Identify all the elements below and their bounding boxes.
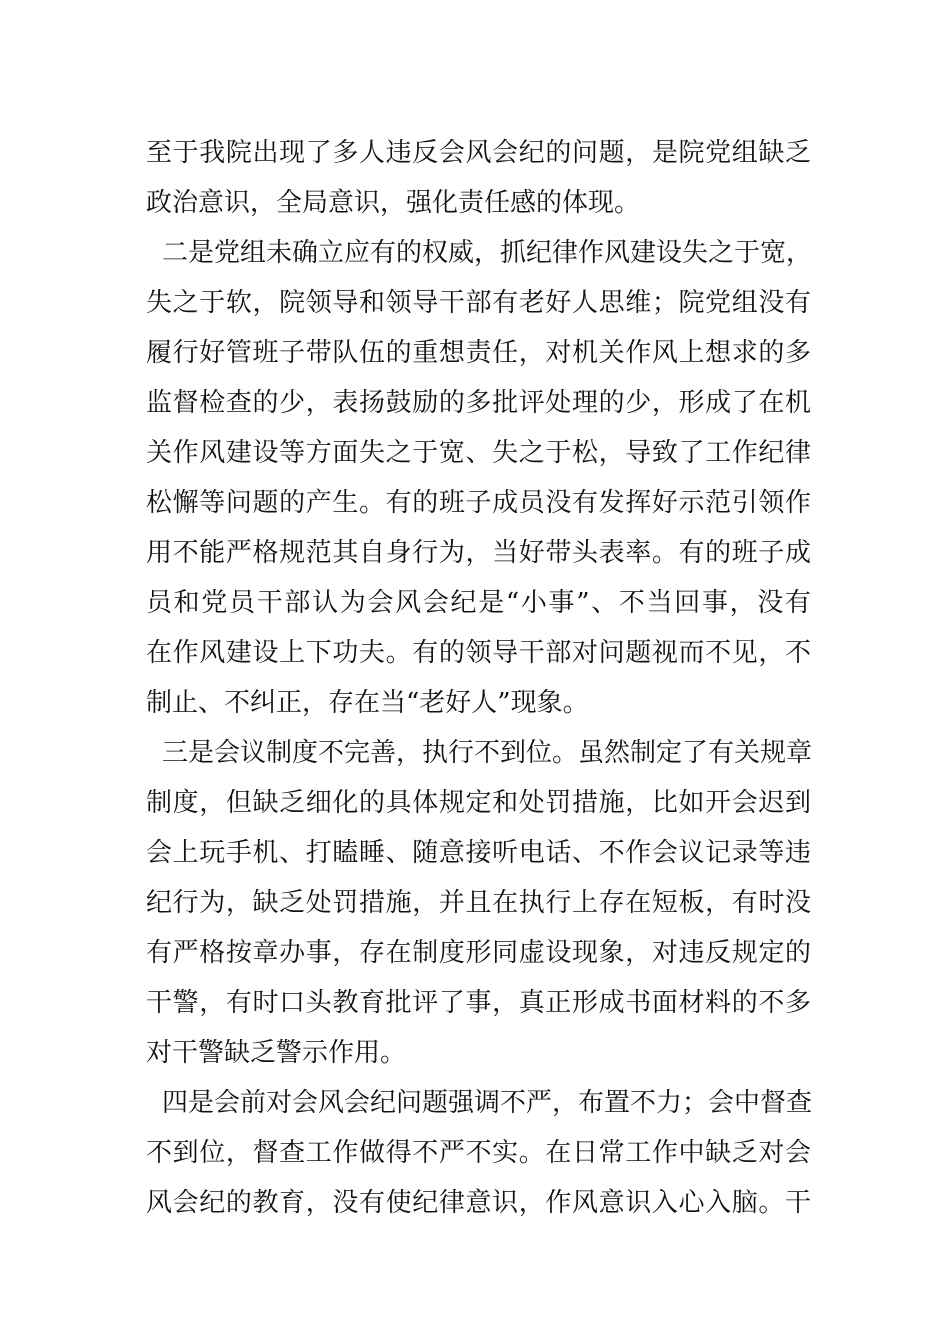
document-body xyxy=(146,128,811,1228)
text-line: 二是党组未确立应有的权威，抓纪律作风建设失之于宽， xyxy=(162,238,813,268)
text-line: 风会纪的教育，没有使纪律意识，作风意识入心入脑。干 xyxy=(146,1188,811,1218)
paragraph-point-two xyxy=(146,228,811,728)
text-line: 不到位，督查工作做得不严不实。在日常工作中缺乏对会 xyxy=(146,1138,811,1168)
text-line: 干警，有时口头教育批评了事，真正形成书面材料的不多 xyxy=(146,988,811,1018)
text-line: 制度，但缺乏细化的具体规定和处罚措施，比如开会迟到 xyxy=(146,788,811,818)
text-line: 会上玩手机、打瞌睡、随意接听电话、不作会议记录等违 xyxy=(146,838,811,868)
text-line: 在作风建设上下功夫。有的领导干部对问题视而不见，不 xyxy=(146,638,811,668)
text-line: 失之于软，院领导和领导干部有老好人思维；院党组没有 xyxy=(146,288,811,318)
text-line: 有严格按章办事，存在制度形同虚设现象，对违反规定的 xyxy=(146,938,811,968)
text-line: 松懈等问题的产生。有的班子成员没有发挥好示范引领作 xyxy=(146,488,811,518)
text-line: 三是会议制度不完善，执行不到位。虽然制定了有关规章 xyxy=(162,738,813,768)
text-line: 员和党员干部认为会风会纪是“小事”、不当回事，没有 xyxy=(146,588,811,618)
text-line: 政治意识，全局意识，强化责任感的体现。 xyxy=(146,188,641,218)
paragraph-point-three xyxy=(146,728,811,1078)
text-line: 四是会前对会风会纪问题强调不严，布置不力；会中督查 xyxy=(162,1088,813,1118)
text-line: 制止、不纠正，存在当“老好人”现象。 xyxy=(146,688,589,718)
text-line: 至于我院出现了多人违反会风会纪的问题，是院党组缺乏 xyxy=(146,138,811,168)
text-line: 关作风建设等方面失之于宽、失之于松，导致了工作纪律 xyxy=(146,438,811,468)
text-line: 用不能严格规范其自身行为，当好带头表率。有的班子成 xyxy=(146,538,811,568)
text-line: 纪行为，缺乏处罚措施，并且在执行上存在短板，有时没 xyxy=(146,888,811,918)
text-line: 履行好管班子带队伍的重想责任，对机关作风上想求的多 xyxy=(146,338,811,368)
paragraph-continuation xyxy=(146,128,811,228)
paragraph-point-four xyxy=(146,1078,811,1228)
text-line: 对干警缺乏警示作用。 xyxy=(146,1038,407,1068)
text-line: 监督检查的少，表扬鼓励的多批评处理的少，形成了在机 xyxy=(146,388,811,418)
